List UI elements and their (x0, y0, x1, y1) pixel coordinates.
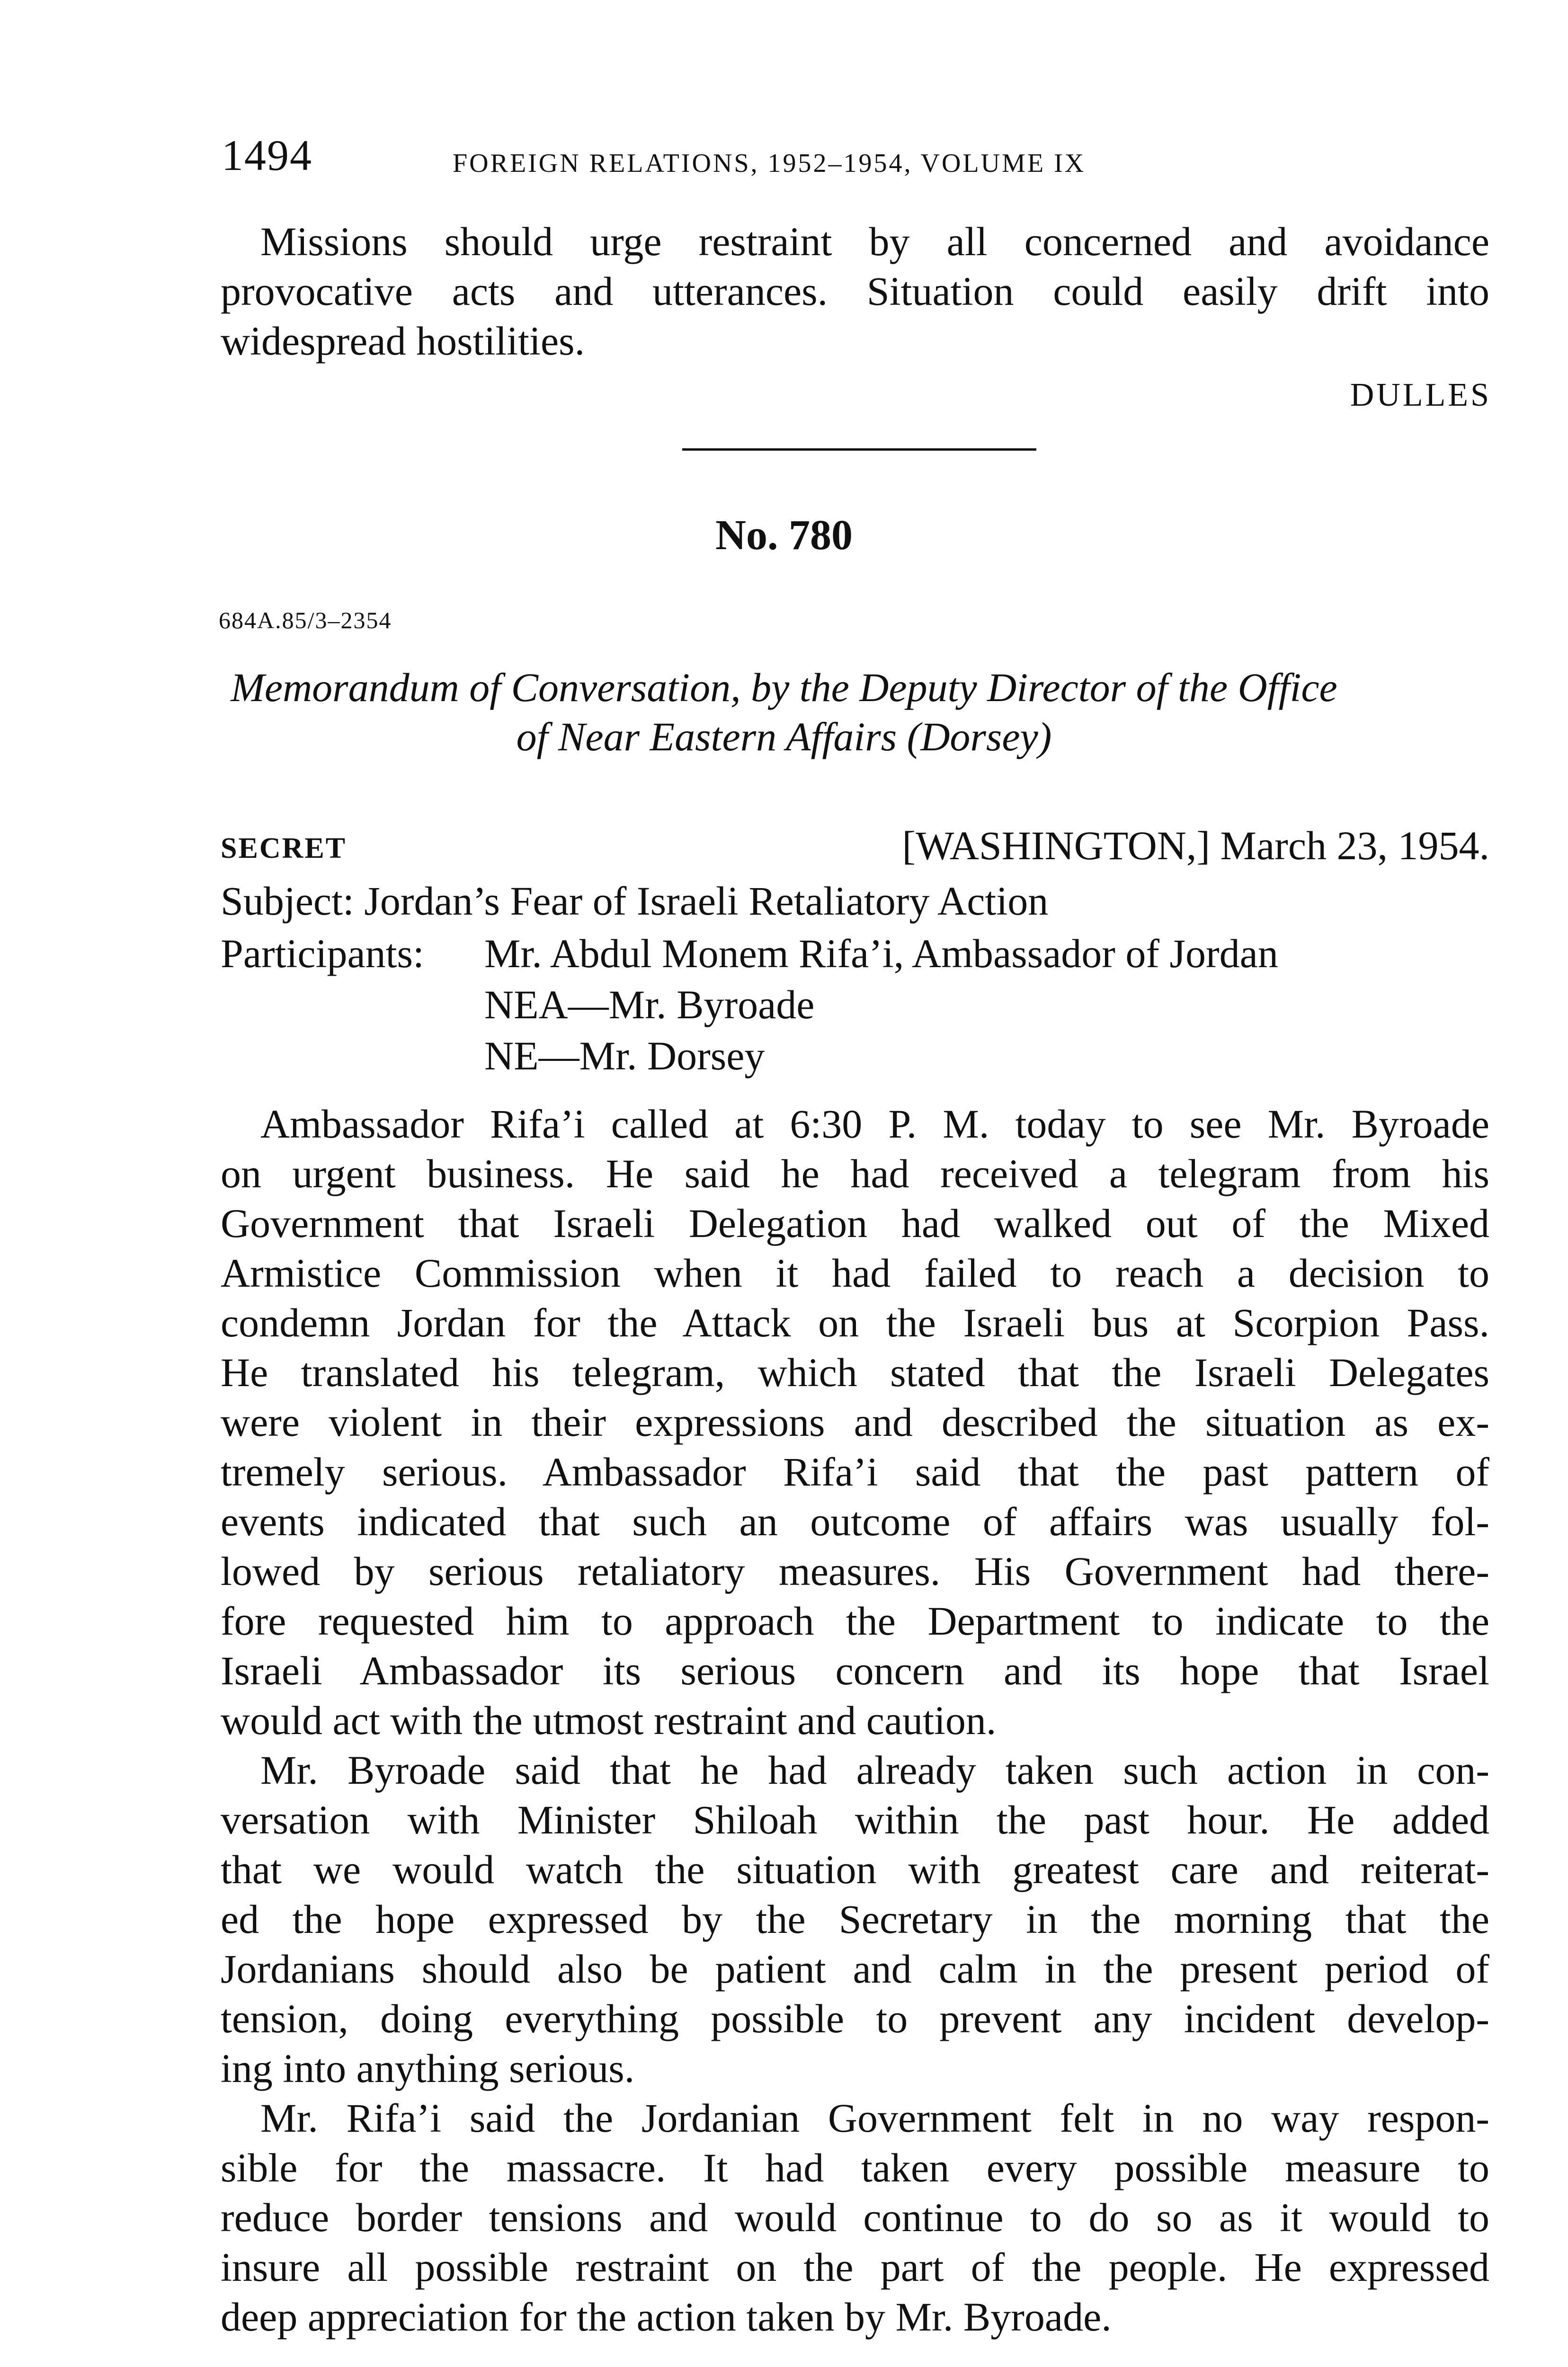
document-number: No. 780 (715, 512, 853, 559)
section-divider (682, 448, 1036, 451)
paragraph-line: on urgent business. He said he had received a telegram from his (221, 1151, 1489, 1196)
paragraph-line: that we would watch the situation with greatest care and reiterat- (221, 1847, 1489, 1892)
participant-name: NE—Mr. Dorsey (484, 1033, 765, 1078)
body-paragraph-2 (221, 1745, 1489, 2093)
classification-marking: SECRET (221, 832, 347, 864)
paragraph-line: Mr. Rifa’i said the Jordanian Government felt in no way respon- (260, 2095, 1489, 2141)
signature: DULLES (1350, 377, 1491, 413)
paragraph-line: versation with Minister Shiloah within the past hour. He added (221, 1797, 1489, 1842)
paragraph-line: widespread hostilities. (221, 318, 585, 364)
body-paragraph-1 (221, 1099, 1489, 1745)
document-title-line: of Near Eastern Affairs (Dorsey) (516, 714, 1052, 759)
paragraph-line: Jordanians should also be patient and calm in the present period of (221, 1946, 1489, 1992)
opening-paragraph (221, 217, 1489, 366)
paragraph-line: Armistice Commission when it had failed to reach a decision to (221, 1250, 1489, 1296)
paragraph-line: insure all possible restraint on the part of the people. He expressed (221, 2244, 1489, 2290)
paragraph-line: Government that Israeli Delegation had walked out of the Mixed (221, 1201, 1489, 1246)
paragraph-line: deep appreciation for the action taken by Mr. Byroade. (221, 2294, 1112, 2340)
paragraph-line: ing into anything serious. (221, 2046, 635, 2091)
participants-list (484, 928, 1278, 1081)
paragraph-line: sible for the massacre. It had taken every possible measure to (221, 2145, 1489, 2190)
paragraph-line: He translated his telegram, which stated that the Israeli Delegates (221, 1350, 1489, 1395)
dateline-date: March 23, 1954. (1220, 823, 1489, 868)
page-number: 1494 (222, 131, 312, 179)
page-header (222, 132, 1500, 188)
classification-dateline-row (221, 821, 1489, 874)
dateline-place: [WASHINGTON,] (902, 823, 1211, 868)
paragraph-line: lowed by serious retaliatory measures. His Government had there- (221, 1548, 1489, 1594)
paragraph-line: would act with the utmost restraint and caution. (221, 1698, 997, 1743)
file-number: 684A.85/3–2354 (219, 607, 392, 633)
paragraph-line: tremely serious. Ambassador Rifa’i said that the past pattern of (221, 1449, 1489, 1495)
document-title-line: Memorandum of Conversation, by the Deputy Director of the Office (231, 665, 1337, 710)
participants-label: Participants: (221, 931, 424, 976)
participant-name: Mr. Abdul Monem Rifa’i, Ambassador of Jordan (484, 931, 1278, 976)
subject-line: Subject: Jordan’s Fear of Israeli Retaliatory Action (221, 878, 1049, 924)
paragraph-line: provocative acts and utterances. Situation could easily drift into (221, 268, 1489, 314)
paragraph-line: Israeli Ambassador its serious concern and its hope that Israel (221, 1648, 1489, 1693)
paragraph-line: were violent in their expressions and described the situation as ex- (221, 1399, 1489, 1445)
body-paragraph-3 (221, 2093, 1489, 2342)
document-title (0, 663, 1568, 761)
running-head: FOREIGN RELATIONS, 1952–1954, VOLUME IX (453, 149, 1086, 178)
paragraph-line: fore requested him to approach the Department to indicate to the (221, 1598, 1489, 1644)
paragraph-line: events indicated that such an outcome of affairs was usually fol- (221, 1499, 1489, 1544)
paragraph-line: ed the hope expressed by the Secretary in the morning that the (221, 1896, 1489, 1942)
paragraph-line: Ambassador Rifa’i called at 6:30 P. M. today to see Mr. Byroade (260, 1101, 1489, 1147)
paragraph-line: Missions should urge restraint by all concerned and avoidance (260, 219, 1489, 264)
paragraph-line: tension, doing everything possible to prevent any incident develop- (221, 1996, 1489, 2041)
paragraph-line: condemn Jordan for the Attack on the Israeli bus at Scorpion Pass. (221, 1300, 1489, 1345)
participant-name: NEA—Mr. Byroade (484, 982, 815, 1027)
dateline (902, 821, 1489, 870)
paragraph-line: Mr. Byroade said that he had already taken such action in con- (260, 1747, 1489, 1793)
paragraph-line: reduce border tensions and would continue to do so as it would to (221, 2195, 1489, 2240)
